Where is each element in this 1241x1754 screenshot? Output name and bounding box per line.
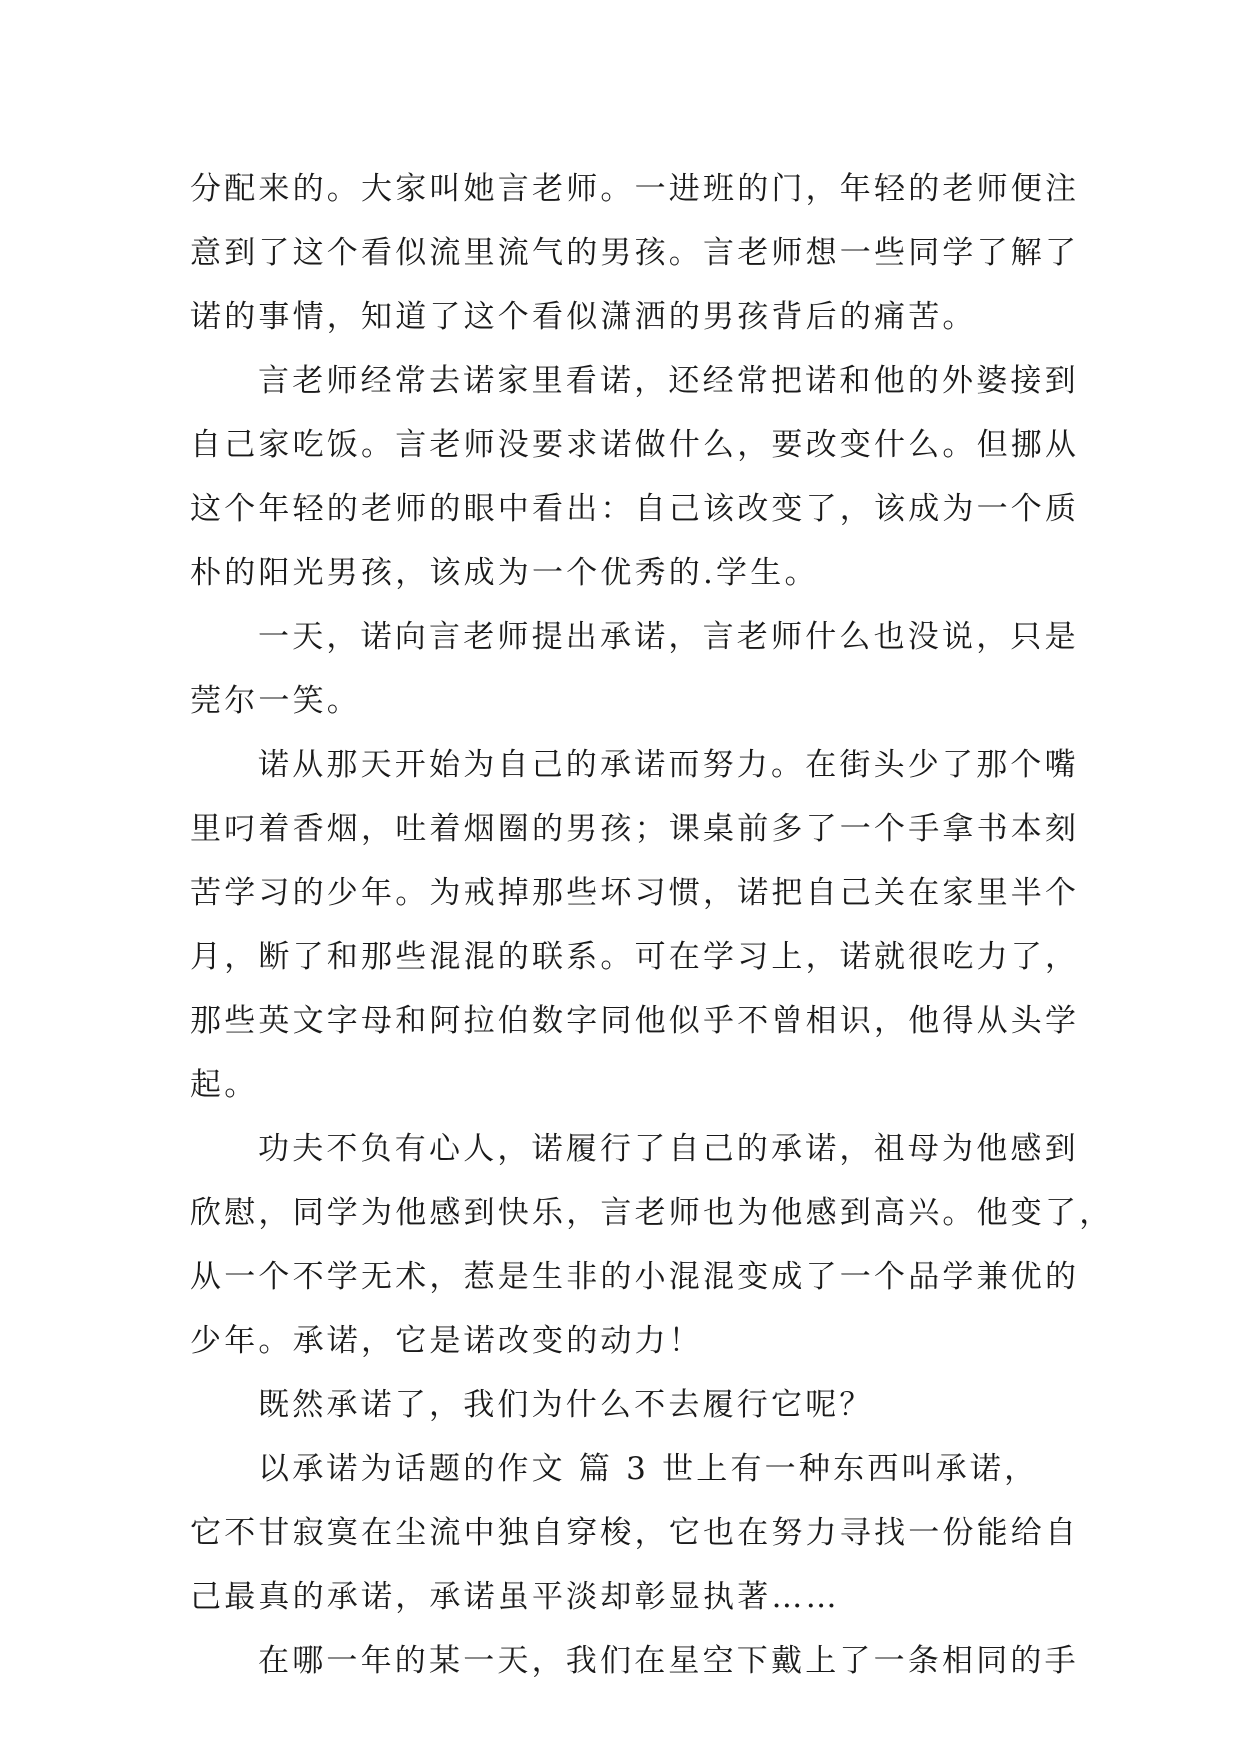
text-line: 它不甘寂寞在尘流中独自穿梭，它也在努力寻找一份能给自 — [190, 1515, 1080, 1551]
paragraph-start-line: 言老师经常去诺家里看诺，还经常把诺和他的外婆接到 — [258, 363, 1079, 399]
paragraph-start-line: 既然承诺了，我们为什么不去履行它呢？ — [258, 1387, 874, 1423]
text-line: 苦学习的少年。为戒掉那些坏习惯，诺把自己关在家里半个 — [190, 875, 1080, 911]
text-line: 己最真的承诺，承诺虽平淡却彰显执著…… — [190, 1579, 840, 1615]
text-line: 分配来的。大家叫她言老师。一进班的门，年轻的老师便注 — [190, 171, 1080, 207]
paragraph-start-line: 诺从那天开始为自己的承诺而努力。在街头少了那个嘴 — [258, 747, 1079, 783]
text-line: 这个年轻的老师的眼中看出：自己该改变了，该成为一个质 — [190, 491, 1080, 527]
text-line: 那些英文字母和阿拉伯数字同他似乎不曾相识，他得从头学 — [190, 1003, 1080, 1039]
text-line: 欣慰，同学为他感到快乐，言老师也为他感到高兴。他变了， — [190, 1195, 1114, 1231]
paragraph-start-line: 在哪一年的某一天，我们在星空下戴上了一条相同的手 — [258, 1643, 1079, 1679]
body-text — [190, 162, 1114, 1698]
essay-heading-line: 以承诺为话题的作文 篇 3 世上有一种东西叫承诺， — [258, 1451, 1039, 1487]
text-line: 莞尔一笑。 — [190, 683, 361, 719]
text-line: 里叼着香烟，吐着烟圈的男孩；课桌前多了一个手拿书本刻 — [190, 811, 1080, 847]
text-line: 少年。承诺，它是诺改变的动力！ — [190, 1323, 703, 1359]
paragraph-start-line: 一天，诺向言老师提出承诺，言老师什么也没说，只是 — [258, 619, 1079, 655]
text-line: 从一个不学无术，惹是生非的小混混变成了一个品学兼优的 — [190, 1259, 1080, 1295]
text-line: 意到了这个看似流里流气的男孩。言老师想一些同学了解了 — [190, 235, 1080, 271]
text-line: 自己家吃饭。言老师没要求诺做什么，要改变什么。但挪从 — [190, 427, 1080, 463]
paragraph-start-line: 功夫不负有心人，诺履行了自己的承诺，祖母为他感到 — [258, 1131, 1079, 1167]
text-line: 诺的事情，知道了这个看似潇洒的男孩背后的痛苦。 — [190, 299, 977, 335]
text-line: 朴的阳光男孩，该成为一个优秀的.学生。 — [190, 555, 819, 591]
text-line: 起。 — [190, 1067, 259, 1103]
text-line: 月，断了和那些混混的联系。可在学习上，诺就很吃力了， — [190, 939, 1080, 975]
